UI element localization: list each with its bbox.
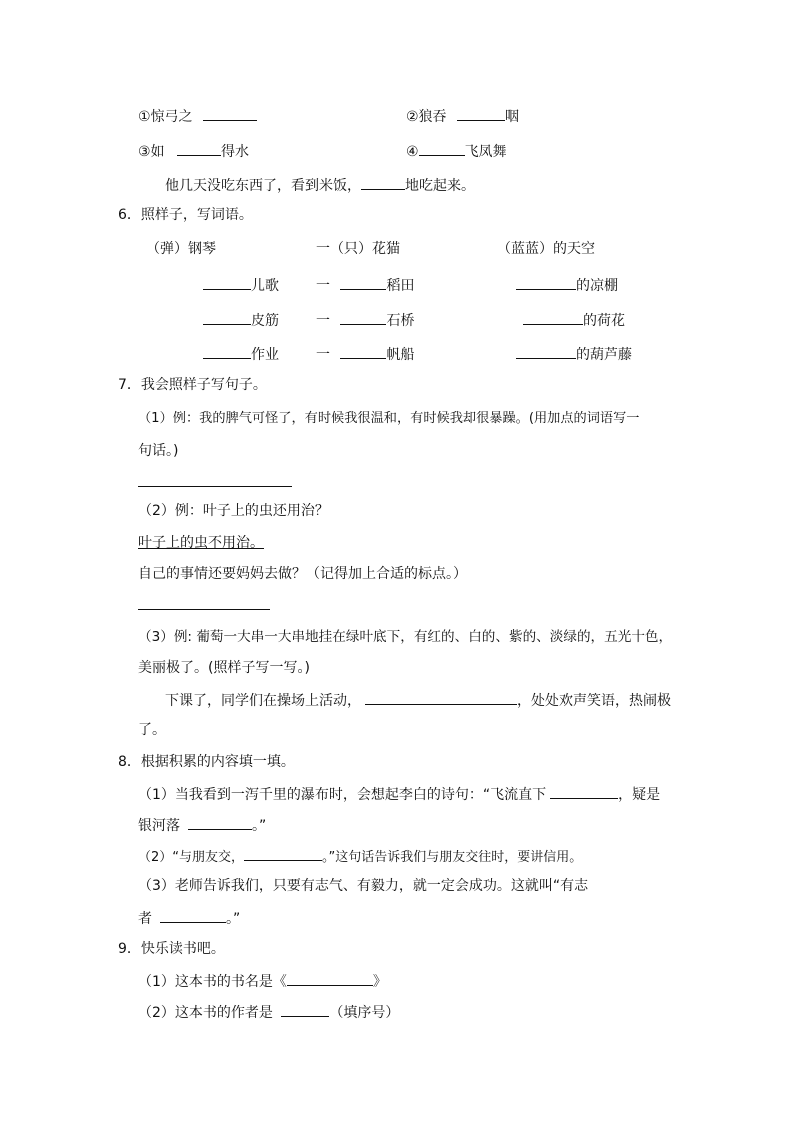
- q5-item-2: ②狼吞 咽: [406, 106, 519, 126]
- q8-p1-line2: 银河落 。”: [138, 815, 266, 835]
- answer-blank[interactable]: [203, 344, 251, 359]
- answer-blank[interactable]: [203, 106, 257, 121]
- answer-blank[interactable]: [340, 344, 386, 359]
- answer-blank[interactable]: [340, 275, 386, 290]
- answer-blank[interactable]: [281, 1002, 329, 1017]
- answer-blank[interactable]: [523, 310, 583, 325]
- answer-blank[interactable]: [419, 141, 465, 156]
- q5-item-3: ③如 得水: [138, 141, 249, 161]
- answer-blank[interactable]: [203, 275, 251, 290]
- q6-heading: 6．照样子，写词语。: [118, 207, 253, 223]
- q6-example-2: 一（只）花猫: [316, 241, 400, 257]
- q6-r1c3: 的凉棚: [516, 275, 618, 295]
- q5-item-4: ④ 飞凤舞: [406, 141, 507, 161]
- answer-blank[interactable]: [160, 908, 226, 923]
- q7-p3-line2: 美丽极了。(照样子写一写。): [138, 660, 310, 676]
- q9-p1: （1）这本书的书名是《 》: [138, 971, 387, 991]
- q8-p3-line1: （3）老师告诉我们，只要有志气、有毅力，就一定会成功。这就叫“有志: [138, 878, 589, 894]
- answer-line[interactable]: [138, 609, 270, 610]
- q6-example-1: （弹）钢琴: [146, 241, 216, 257]
- q7-p3-line4: 了。: [138, 722, 166, 738]
- q8-p1-line1: （1）当我看到一泻千里的瀑布时，会想起李白的诗句：“飞流直下 ，疑是: [138, 784, 660, 804]
- q7-p2-line1: （2）例：叶子上的虫还用治？: [138, 503, 329, 519]
- answer-blank[interactable]: [203, 310, 251, 325]
- q6-r3c1: 作业: [203, 344, 279, 364]
- answer-blank[interactable]: [340, 310, 386, 325]
- q7-p2-example-answer: 叶子上的虫不用治。: [138, 535, 264, 551]
- answer-blank[interactable]: [550, 784, 618, 799]
- answer-blank[interactable]: [177, 141, 221, 156]
- answer-blank[interactable]: [516, 344, 576, 359]
- answer-blank[interactable]: [457, 106, 505, 121]
- answer-blank[interactable]: [287, 971, 373, 986]
- q6-r3c2: 一 帆船: [316, 344, 414, 364]
- q6-r2c3: 的荷花: [523, 310, 625, 330]
- q7-p3-line1: （3）例: 葡萄一大串一大串地挂在绿叶底下，有红的、白的、紫的、淡绿的，五光十色，: [138, 629, 673, 645]
- q9-p2: （2）这本书的作者是 （填序号）: [138, 1002, 399, 1022]
- q8-p2: （2）“与朋友交， 。”这句话告诉我们与朋友交往时，要讲信用。: [138, 846, 582, 867]
- q5-sentence: 他几天没吃东西了，看到米饭， 地吃起来。: [165, 175, 475, 195]
- q9-heading: 9．快乐读书吧。: [118, 941, 225, 957]
- answer-blank[interactable]: [361, 175, 405, 190]
- answer-blank[interactable]: [188, 815, 252, 830]
- q7-heading: 7．我会照样子写句子。: [118, 377, 267, 393]
- q6-r2c2: 一 石桥: [316, 310, 414, 330]
- q7-p2-line2: 自己的事情还要妈妈去做？（记得加上合适的标点。）: [138, 566, 467, 582]
- q7-p1-line1: （1）例：我的脾气可怪了，有时候我很温和，有时候我却很暴躁。(用加点的词语写一: [138, 411, 640, 426]
- q6-r1c2: 一 稻田: [316, 275, 414, 295]
- answer-blank[interactable]: [365, 690, 517, 705]
- q6-example-3: （蓝蓝）的天空: [497, 241, 595, 257]
- q5-item-1: ①惊弓之: [138, 106, 257, 126]
- answer-blank[interactable]: [244, 846, 322, 861]
- q7-p3-line3: 下课了，同学们在操场上活动， ，处处欢声笑语，热闹极: [165, 690, 671, 710]
- q7-p1-line2: 句话。): [138, 443, 179, 459]
- q6-r2c1: 皮筋: [203, 310, 279, 330]
- q6-r1c1: 儿歌: [203, 275, 279, 295]
- q8-p3-line2: 者 。”: [138, 908, 240, 928]
- answer-blank[interactable]: [516, 275, 576, 290]
- q6-r3c3: 的葫芦藤: [516, 344, 632, 364]
- answer-line[interactable]: [138, 486, 292, 487]
- q8-heading: 8．根据积累的内容填一填。: [118, 754, 295, 770]
